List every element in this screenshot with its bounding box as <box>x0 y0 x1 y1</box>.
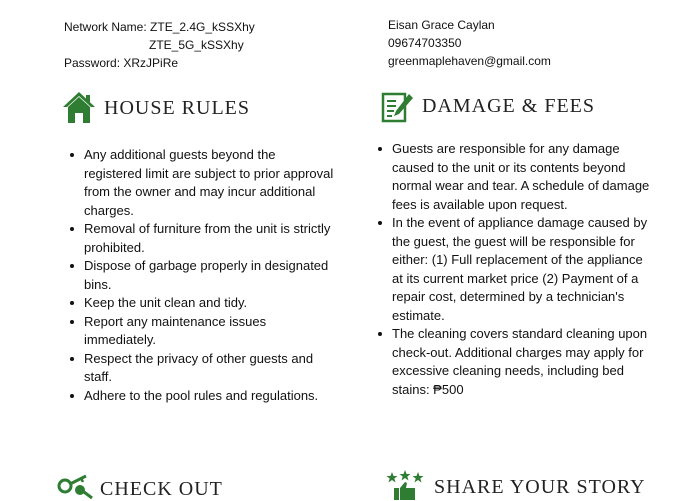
contact-info <box>388 16 551 70</box>
damage-fees-list <box>372 140 652 399</box>
list-item: In the event of appliance damage caused by the guest, the guest will be responsible for either: (1) Full replacement of the appliance at its current market price (2) Payment of a repair cost, determined by a technician's estimate. <box>372 214 652 325</box>
contact-email: greenmaplehaven@gmail.com <box>388 54 551 68</box>
list-item: Respect the privacy of other guests and staff. <box>64 350 334 387</box>
list-item: Guests are responsible for any damage caused to the unit or its contents beyond normal wear and tear. A schedule of damage fees is available upon request. <box>372 140 652 214</box>
network-row <box>64 18 255 36</box>
list-item: Removal of furniture from the unit is strictly prohibited. <box>64 220 334 257</box>
keys-icon <box>56 472 94 500</box>
check-out-title: CHECK OUT <box>100 478 223 500</box>
list-item: Keep the unit clean and tidy. <box>64 294 334 313</box>
house-icon <box>62 90 96 124</box>
house-rules-list <box>64 146 334 405</box>
house-rules-title: HOUSE RULES <box>104 97 251 119</box>
thumbs-up-stars-icon <box>386 470 424 500</box>
network-name-2: ZTE_5G_kSSXhy <box>149 38 244 52</box>
list-item: Adhere to the pool rules and regulations. <box>64 387 334 406</box>
password-row <box>64 54 255 72</box>
password-value: XRzJPiRe <box>123 56 179 70</box>
list-item: Dispose of garbage properly in designated bins. <box>64 257 334 294</box>
network-name-1: ZTE_2.4G_kSSXhy <box>150 20 255 34</box>
list-item: Any additional guests beyond the registered limit are subject to prior approval from the owner and may incur additional charges. <box>64 146 334 220</box>
contact-name: Eisan Grace Caylan <box>388 18 495 32</box>
document-pen-icon <box>380 90 414 124</box>
list-item: Report any maintenance issues immediately. <box>64 313 334 350</box>
share-story-title: SHARE YOUR STORY <box>434 476 646 498</box>
damage-fees-title: DAMAGE & FEES <box>422 95 596 117</box>
wifi-info <box>64 18 255 72</box>
password-label: Password: <box>64 56 121 70</box>
list-item: The cleaning covers standard cleaning upon check-out. Additional charges may apply for excessive cleaning needs, including bed stains: ₱500 <box>372 325 652 399</box>
network-label: Network Name: <box>64 20 147 34</box>
contact-phone: 09674703350 <box>388 36 462 50</box>
